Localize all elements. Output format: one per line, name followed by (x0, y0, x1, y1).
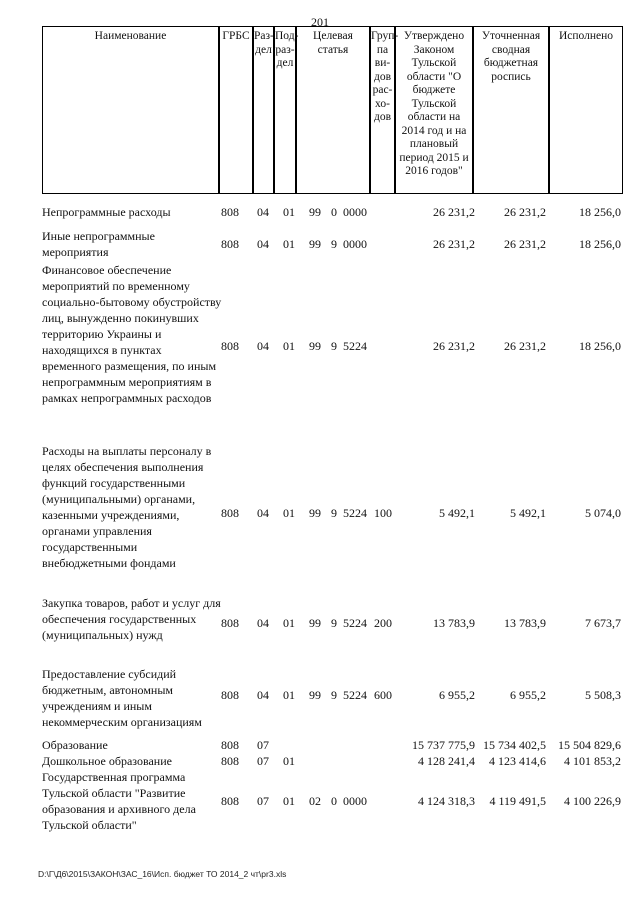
row-razdel: 04 (257, 339, 269, 353)
row-ispolneno: 15 504 829,6 (558, 738, 621, 752)
row-vid-rashodov: 200 (374, 616, 392, 630)
row-grbs: 808 (221, 339, 239, 353)
row-name: Иные непрограммные мероприятия (42, 229, 155, 259)
row-podrazdel: 01 (283, 506, 295, 520)
row-utverzhdeno: 4 124 318,3 (418, 794, 475, 808)
row-cs-direction: 5224 (343, 616, 367, 630)
row-utverzhdeno: 26 231,2 (433, 339, 475, 353)
header-utverzhdeno: Утверждено Законом Тульской области "О бюджете Тульской области на 2014 год и на плановый период 2015 и 2016 годов" (395, 26, 473, 194)
row-cs-program: 99 (309, 616, 321, 630)
file-path-footer: D:\Г\Д6\2015\ЗАКОН\ЗАС_16\Исп. бюджет ТО 2014_2 чт\pr3.xls (38, 869, 287, 879)
row-razdel: 07 (257, 794, 269, 808)
row-utochnennaya: 4 123 414,6 (489, 754, 546, 768)
row-ispolneno: 4 101 853,2 (564, 754, 621, 768)
row-ispolneno: 18 256,0 (579, 339, 621, 353)
row-utochnennaya: 13 783,9 (504, 616, 546, 630)
row-grbs: 808 (221, 738, 239, 752)
row-podrazdel: 01 (283, 339, 295, 353)
row-podrazdel: 01 (283, 237, 295, 251)
row-utochnennaya: 4 119 491,5 (489, 794, 546, 808)
row-podrazdel: 01 (283, 794, 295, 808)
row-utverzhdeno: 26 231,2 (433, 205, 475, 219)
row-utochnennaya: 26 231,2 (504, 339, 546, 353)
row-grbs: 808 (221, 506, 239, 520)
page-number: 201 (311, 15, 329, 29)
row-cs-subprogram: 0 (331, 794, 337, 808)
row-cs-subprogram: 9 (331, 339, 337, 353)
row-name: Государственная программа Тульской области "Развитие образования и архивного дела Тульской области" (42, 770, 196, 832)
row-name: Дошкольное образование (42, 754, 172, 768)
row-cs-subprogram: 9 (331, 506, 337, 520)
row-grbs: 808 (221, 616, 239, 630)
row-name: Непрограммные расходы (42, 205, 171, 219)
row-ispolneno: 7 673,7 (585, 616, 621, 630)
row-name: Закупка товаров, работ и услуг для обеспечения государственных (муниципальных) нужд (42, 596, 221, 642)
row-razdel: 04 (257, 506, 269, 520)
row-utochnennaya: 26 231,2 (504, 205, 546, 219)
header-celevaya-statya: Целевая статья (296, 26, 370, 194)
row-cs-direction: 0000 (343, 237, 367, 251)
row-cs-program: 99 (309, 688, 321, 702)
header-grbs: ГРБС (219, 26, 253, 194)
row-cs-program: 99 (309, 339, 321, 353)
row-grbs: 808 (221, 754, 239, 768)
row-utochnennaya: 5 492,1 (510, 506, 546, 520)
row-utverzhdeno: 6 955,2 (439, 688, 475, 702)
header-ispolneno: Исполнено (549, 26, 623, 194)
row-name: Расходы на выплаты персоналу в целях обеспечения выполнения функций государственными (муниципальными) органами, казенными учреждениями, органами управления государственными внебюджетными фондами (42, 444, 212, 570)
row-ispolneno: 5 508,3 (585, 688, 621, 702)
row-cs-direction: 0000 (343, 794, 367, 808)
row-utverzhdeno: 4 128 241,4 (418, 754, 475, 768)
row-vid-rashodov: 100 (374, 506, 392, 520)
header-name: Наименование (42, 26, 219, 194)
row-grbs: 808 (221, 794, 239, 808)
row-razdel: 07 (257, 738, 269, 752)
row-grbs: 808 (221, 688, 239, 702)
row-utochnennaya: 15 734 402,5 (483, 738, 546, 752)
row-vid-rashodov: 600 (374, 688, 392, 702)
row-cs-program: 99 (309, 205, 321, 219)
row-cs-subprogram: 9 (331, 616, 337, 630)
row-ispolneno: 18 256,0 (579, 237, 621, 251)
row-grbs: 808 (221, 205, 239, 219)
header-utochnennaya-rospis: Уточненная сводная бюджетная роспись (473, 26, 549, 194)
row-podrazdel: 01 (283, 616, 295, 630)
row-utochnennaya: 6 955,2 (510, 688, 546, 702)
row-cs-direction: 5224 (343, 339, 367, 353)
row-grbs: 808 (221, 237, 239, 251)
header-gruppa-vidov-rashodov: Груп- па ви- дов рас- хо- дов (370, 26, 395, 194)
row-podrazdel: 01 (283, 205, 295, 219)
row-utverzhdeno: 26 231,2 (433, 237, 475, 251)
row-utochnennaya: 26 231,2 (504, 237, 546, 251)
row-razdel: 04 (257, 237, 269, 251)
row-name: Предоставление субсидий бюджетным, автономным учреждениям и иным некоммерческим организациям (42, 667, 202, 729)
row-cs-program: 99 (309, 506, 321, 520)
row-cs-subprogram: 9 (331, 237, 337, 251)
header-razdel: Раз- дел (253, 26, 274, 194)
row-utverzhdeno: 5 492,1 (439, 506, 475, 520)
row-razdel: 04 (257, 205, 269, 219)
row-ispolneno: 4 100 226,9 (564, 794, 621, 808)
row-name: Финансовое обеспечение мероприятий по временному социально-бытовому обустройству лиц, вынужденно покинувших территорию Украины и находящихся в пунктах временного размещения, по иным непрограммным мероприятиям в рамках непрограммных расходов (42, 263, 222, 405)
row-cs-program: 02 (309, 794, 321, 808)
row-podrazdel: 01 (283, 754, 295, 768)
row-ispolneno: 18 256,0 (579, 205, 621, 219)
row-razdel: 04 (257, 616, 269, 630)
row-utverzhdeno: 15 737 775,9 (412, 738, 475, 752)
row-razdel: 07 (257, 754, 269, 768)
row-cs-subprogram: 0 (331, 205, 337, 219)
row-cs-direction: 5224 (343, 688, 367, 702)
row-utverzhdeno: 13 783,9 (433, 616, 475, 630)
header-podrazdel: Под- раз- дел (274, 26, 296, 194)
row-cs-program: 99 (309, 237, 321, 251)
row-cs-subprogram: 9 (331, 688, 337, 702)
row-cs-direction: 0000 (343, 205, 367, 219)
row-cs-direction: 5224 (343, 506, 367, 520)
row-razdel: 04 (257, 688, 269, 702)
row-podrazdel: 01 (283, 688, 295, 702)
row-name: Образование (42, 738, 108, 752)
row-ispolneno: 5 074,0 (585, 506, 621, 520)
